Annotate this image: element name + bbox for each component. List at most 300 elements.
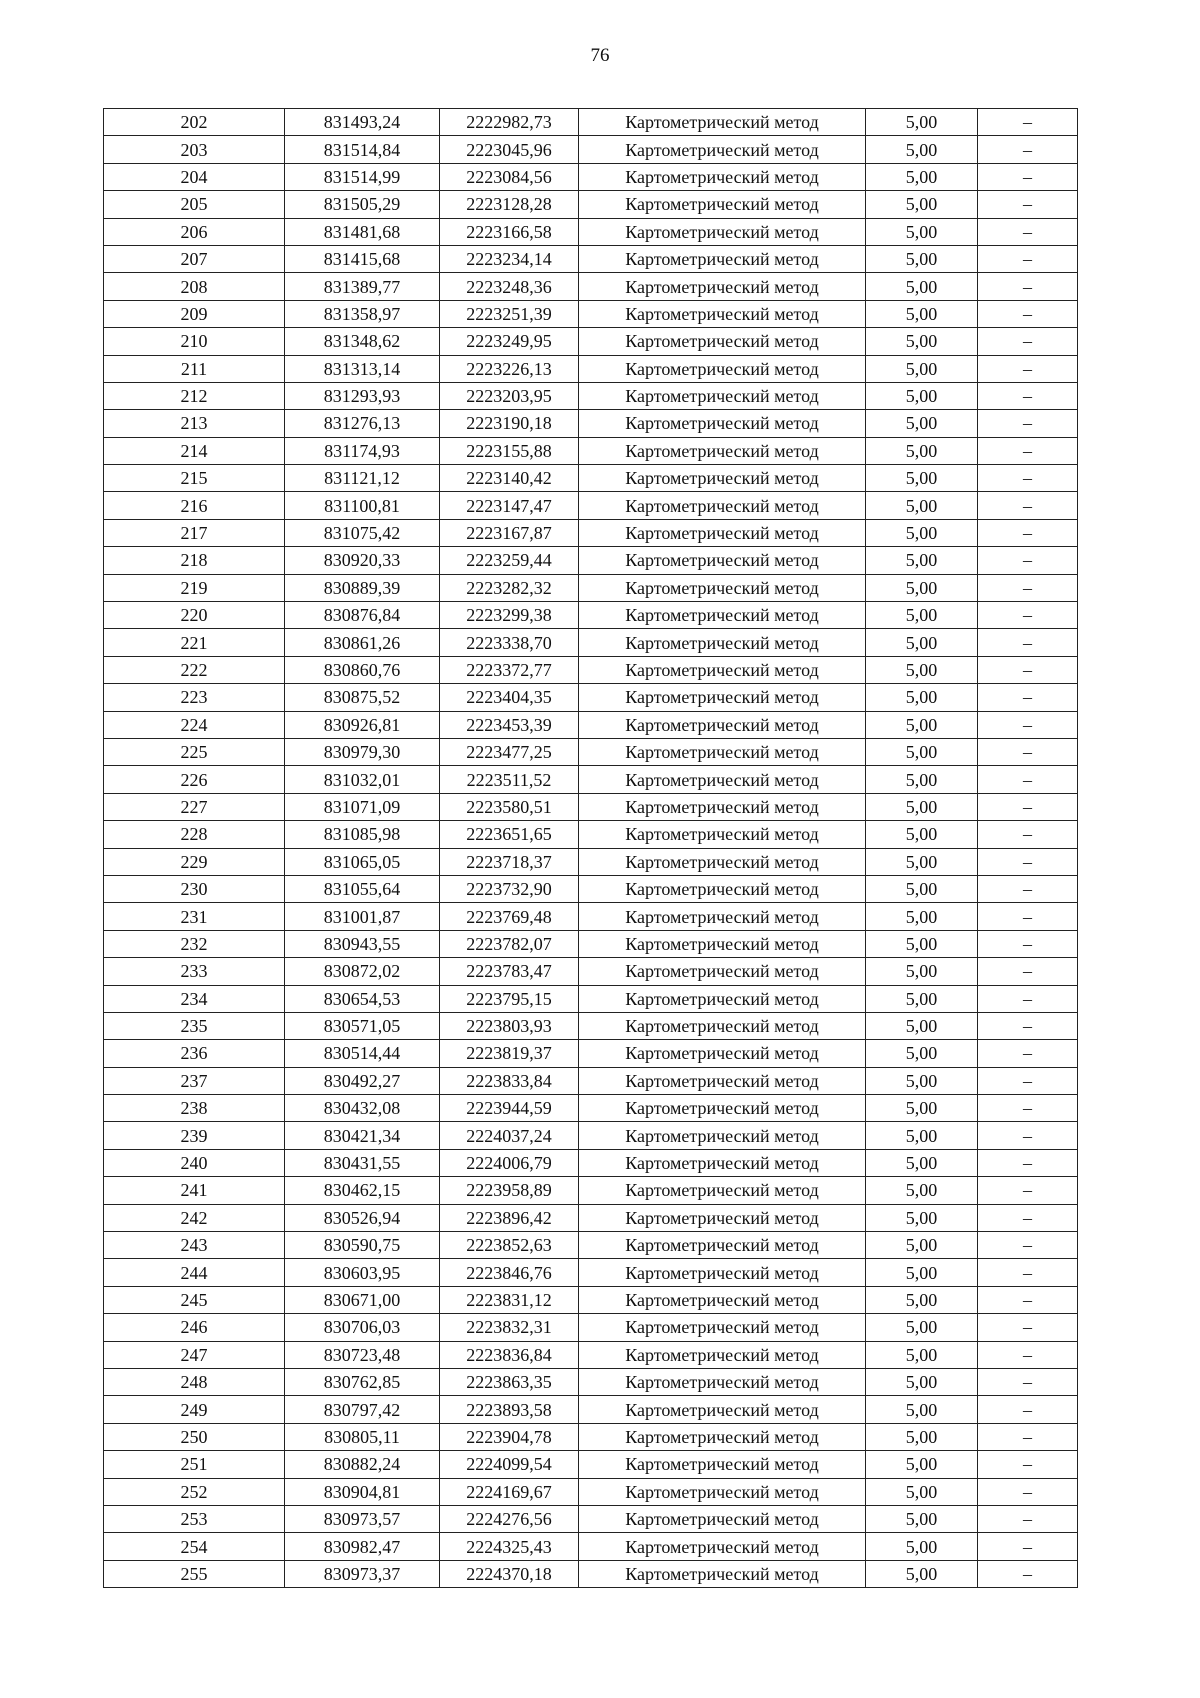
note-cell: – [978,738,1078,765]
accuracy-cell: 5,00 [866,492,978,519]
note-cell: – [978,602,1078,629]
table-row [104,410,1078,437]
y-coordinate-cell: 2223836,84 [440,1341,579,1368]
x-coordinate-cell: 831293,93 [285,382,440,409]
y-coordinate-cell: 2223651,65 [440,821,579,848]
method-cell: Картометрический метод [579,602,866,629]
table-row [104,985,1078,1012]
note-cell: – [978,1286,1078,1313]
page-number: 76 [590,45,610,66]
accuracy-cell: 5,00 [866,1259,978,1286]
method-cell: Картометрический метод [579,1149,866,1176]
method-cell: Картометрический метод [579,793,866,820]
y-coordinate-cell: 2224037,24 [440,1122,579,1149]
accuracy-cell: 5,00 [866,684,978,711]
y-coordinate-cell: 2223893,58 [440,1396,579,1423]
x-coordinate-cell: 831493,24 [285,109,440,136]
note-cell: – [978,1067,1078,1094]
note-cell: – [978,410,1078,437]
method-cell: Картометрический метод [579,930,866,957]
note-cell: – [978,1505,1078,1532]
y-coordinate-cell: 2224276,56 [440,1505,579,1532]
method-cell: Картометрический метод [579,1012,866,1039]
x-coordinate-cell: 830762,85 [285,1368,440,1395]
note-cell: – [978,1560,1078,1587]
method-cell: Картометрический метод [579,1204,866,1231]
accuracy-cell: 5,00 [866,958,978,985]
y-coordinate-cell: 2223248,36 [440,273,579,300]
method-cell: Картометрический метод [579,1396,866,1423]
y-coordinate-cell: 2223896,42 [440,1204,579,1231]
method-cell: Картометрический метод [579,1122,866,1149]
table-row [104,711,1078,738]
point-number-cell: 216 [104,492,285,519]
method-cell: Картометрический метод [579,1177,866,1204]
point-number-cell: 239 [104,1122,285,1149]
y-coordinate-cell: 2223904,78 [440,1423,579,1450]
accuracy-cell: 5,00 [866,218,978,245]
note-cell: – [978,273,1078,300]
x-coordinate-cell: 830861,26 [285,629,440,656]
x-coordinate-cell: 831174,93 [285,437,440,464]
note-cell: – [978,848,1078,875]
note-cell: – [978,355,1078,382]
method-cell: Картометрический метод [579,273,866,300]
method-cell: Картометрический метод [579,711,866,738]
x-coordinate-cell: 831065,05 [285,848,440,875]
method-cell: Картометрический метод [579,1368,866,1395]
note-cell: – [978,1533,1078,1560]
table-row [104,738,1078,765]
table-row [104,519,1078,546]
x-coordinate-cell: 830875,52 [285,684,440,711]
method-cell: Картометрический метод [579,437,866,464]
x-coordinate-cell: 830462,15 [285,1177,440,1204]
y-coordinate-cell: 2223167,87 [440,519,579,546]
table-row [104,1560,1078,1587]
method-cell: Картометрический метод [579,492,866,519]
point-number-cell: 207 [104,245,285,272]
accuracy-cell: 5,00 [866,930,978,957]
method-cell: Картометрический метод [579,1560,866,1587]
y-coordinate-cell: 2222982,73 [440,109,579,136]
note-cell: – [978,903,1078,930]
method-cell: Картометрический метод [579,519,866,546]
table-row [104,1533,1078,1560]
method-cell: Картометрический метод [579,382,866,409]
x-coordinate-cell: 830876,84 [285,602,440,629]
x-coordinate-cell: 830431,55 [285,1149,440,1176]
y-coordinate-cell: 2223299,38 [440,602,579,629]
method-cell: Картометрический метод [579,903,866,930]
note-cell: – [978,109,1078,136]
accuracy-cell: 5,00 [866,602,978,629]
y-coordinate-cell: 2223819,37 [440,1040,579,1067]
note-cell: – [978,465,1078,492]
table-row [104,465,1078,492]
x-coordinate-cell: 830706,03 [285,1314,440,1341]
note-cell: – [978,300,1078,327]
accuracy-cell: 5,00 [866,1505,978,1532]
x-coordinate-cell: 830571,05 [285,1012,440,1039]
point-number-cell: 217 [104,519,285,546]
note-cell: – [978,1341,1078,1368]
y-coordinate-cell: 2223155,88 [440,437,579,464]
table-row [104,848,1078,875]
method-cell: Картометрический метод [579,163,866,190]
accuracy-cell: 5,00 [866,1560,978,1587]
accuracy-cell: 5,00 [866,547,978,574]
point-number-cell: 235 [104,1012,285,1039]
table-row [104,1314,1078,1341]
point-number-cell: 254 [104,1533,285,1560]
table-row [104,958,1078,985]
x-coordinate-cell: 830723,48 [285,1341,440,1368]
table-row [104,766,1078,793]
method-cell: Картометрический метод [579,1259,866,1286]
table-row [104,1423,1078,1450]
point-number-cell: 238 [104,1095,285,1122]
y-coordinate-cell: 2223732,90 [440,875,579,902]
point-number-cell: 226 [104,766,285,793]
note-cell: – [978,1368,1078,1395]
note-cell: – [978,1423,1078,1450]
point-number-cell: 234 [104,985,285,1012]
table-row [104,163,1078,190]
point-number-cell: 245 [104,1286,285,1313]
method-cell: Картометрический метод [579,1505,866,1532]
point-number-cell: 232 [104,930,285,957]
note-cell: – [978,519,1078,546]
table-row [104,245,1078,272]
method-cell: Картометрический метод [579,574,866,601]
table-row [104,355,1078,382]
table-row [104,300,1078,327]
x-coordinate-cell: 830982,47 [285,1533,440,1560]
accuracy-cell: 5,00 [866,163,978,190]
point-number-cell: 230 [104,875,285,902]
x-coordinate-cell: 831389,77 [285,273,440,300]
note-cell: – [978,958,1078,985]
method-cell: Картометрический метод [579,300,866,327]
point-number-cell: 241 [104,1177,285,1204]
x-coordinate-cell: 830797,42 [285,1396,440,1423]
point-number-cell: 255 [104,1560,285,1587]
y-coordinate-cell: 2223831,12 [440,1286,579,1313]
method-cell: Картометрический метод [579,1095,866,1122]
x-coordinate-cell: 830973,37 [285,1560,440,1587]
note-cell: – [978,1177,1078,1204]
x-coordinate-cell: 831514,99 [285,163,440,190]
accuracy-cell: 5,00 [866,519,978,546]
point-number-cell: 233 [104,958,285,985]
point-number-cell: 242 [104,1204,285,1231]
accuracy-cell: 5,00 [866,574,978,601]
note-cell: – [978,711,1078,738]
table-row [104,1396,1078,1423]
x-coordinate-cell: 830492,27 [285,1067,440,1094]
method-cell: Картометрический метод [579,875,866,902]
y-coordinate-cell: 2224169,67 [440,1478,579,1505]
y-coordinate-cell: 2223166,58 [440,218,579,245]
y-coordinate-cell: 2223128,28 [440,191,579,218]
accuracy-cell: 5,00 [866,738,978,765]
note-cell: – [978,328,1078,355]
x-coordinate-cell: 831032,01 [285,766,440,793]
y-coordinate-cell: 2223045,96 [440,136,579,163]
table-row [104,191,1078,218]
accuracy-cell: 5,00 [866,875,978,902]
point-number-cell: 244 [104,1259,285,1286]
x-coordinate-cell: 830514,44 [285,1040,440,1067]
note-cell: – [978,1232,1078,1259]
point-number-cell: 215 [104,465,285,492]
accuracy-cell: 5,00 [866,1177,978,1204]
accuracy-cell: 5,00 [866,903,978,930]
table-row [104,1368,1078,1395]
table-row [104,136,1078,163]
table-row [104,1259,1078,1286]
point-number-cell: 213 [104,410,285,437]
method-cell: Картометрический метод [579,656,866,683]
y-coordinate-cell: 2223783,47 [440,958,579,985]
x-coordinate-cell: 831055,64 [285,875,440,902]
table-row [104,218,1078,245]
y-coordinate-cell: 2223795,15 [440,985,579,1012]
table-row [104,875,1078,902]
y-coordinate-cell: 2223251,39 [440,300,579,327]
note-cell: – [978,1204,1078,1231]
note-cell: – [978,1396,1078,1423]
note-cell: – [978,821,1078,848]
point-number-cell: 224 [104,711,285,738]
table-row [104,1122,1078,1149]
accuracy-cell: 5,00 [866,1451,978,1478]
point-number-cell: 228 [104,821,285,848]
accuracy-cell: 5,00 [866,328,978,355]
method-cell: Картометрический метод [579,766,866,793]
method-cell: Картометрический метод [579,410,866,437]
x-coordinate-cell: 831001,87 [285,903,440,930]
accuracy-cell: 5,00 [866,821,978,848]
note-cell: – [978,875,1078,902]
y-coordinate-cell: 2223477,25 [440,738,579,765]
method-cell: Картометрический метод [579,136,866,163]
accuracy-cell: 5,00 [866,766,978,793]
table-row [104,1232,1078,1259]
point-number-cell: 203 [104,136,285,163]
accuracy-cell: 5,00 [866,848,978,875]
x-coordinate-cell: 830872,02 [285,958,440,985]
table-row [104,903,1078,930]
note-cell: – [978,1314,1078,1341]
accuracy-cell: 5,00 [866,136,978,163]
x-coordinate-cell: 830590,75 [285,1232,440,1259]
point-number-cell: 237 [104,1067,285,1094]
point-number-cell: 209 [104,300,285,327]
table-body [104,109,1078,1588]
y-coordinate-cell: 2223372,77 [440,656,579,683]
accuracy-cell: 5,00 [866,711,978,738]
note-cell: – [978,1040,1078,1067]
point-number-cell: 243 [104,1232,285,1259]
point-number-cell: 252 [104,1478,285,1505]
y-coordinate-cell: 2223863,35 [440,1368,579,1395]
table-row [104,1149,1078,1176]
x-coordinate-cell: 830432,08 [285,1095,440,1122]
note-cell: – [978,656,1078,683]
method-cell: Картометрический метод [579,629,866,656]
x-coordinate-cell: 830889,39 [285,574,440,601]
method-cell: Картометрический метод [579,109,866,136]
note-cell: – [978,382,1078,409]
y-coordinate-cell: 2223338,70 [440,629,579,656]
note-cell: – [978,1095,1078,1122]
accuracy-cell: 5,00 [866,1012,978,1039]
point-number-cell: 206 [104,218,285,245]
accuracy-cell: 5,00 [866,410,978,437]
x-coordinate-cell: 831071,09 [285,793,440,820]
table-row [104,1505,1078,1532]
method-cell: Картометрический метод [579,1314,866,1341]
table-row [104,1341,1078,1368]
table-row [104,109,1078,136]
y-coordinate-cell: 2223511,52 [440,766,579,793]
point-number-cell: 240 [104,1149,285,1176]
y-coordinate-cell: 2223832,31 [440,1314,579,1341]
method-cell: Картометрический метод [579,1423,866,1450]
x-coordinate-cell: 830860,76 [285,656,440,683]
accuracy-cell: 5,00 [866,1341,978,1368]
x-coordinate-cell: 831505,29 [285,191,440,218]
method-cell: Картометрический метод [579,1341,866,1368]
table-row [104,1040,1078,1067]
method-cell: Картометрический метод [579,848,866,875]
y-coordinate-cell: 2223580,51 [440,793,579,820]
point-number-cell: 202 [104,109,285,136]
point-number-cell: 236 [104,1040,285,1067]
method-cell: Картометрический метод [579,218,866,245]
point-number-cell: 221 [104,629,285,656]
note-cell: – [978,985,1078,1012]
x-coordinate-cell: 831100,81 [285,492,440,519]
accuracy-cell: 5,00 [866,1149,978,1176]
point-number-cell: 247 [104,1341,285,1368]
y-coordinate-cell: 2223769,48 [440,903,579,930]
y-coordinate-cell: 2223718,37 [440,848,579,875]
table-row [104,492,1078,519]
point-number-cell: 210 [104,328,285,355]
x-coordinate-cell: 831276,13 [285,410,440,437]
table-row [104,684,1078,711]
y-coordinate-cell: 2223852,63 [440,1232,579,1259]
y-coordinate-cell: 2223958,89 [440,1177,579,1204]
accuracy-cell: 5,00 [866,1423,978,1450]
method-cell: Картометрический метод [579,738,866,765]
note-cell: – [978,766,1078,793]
method-cell: Картометрический метод [579,1040,866,1067]
x-coordinate-cell: 830943,55 [285,930,440,957]
note-cell: – [978,1122,1078,1149]
accuracy-cell: 5,00 [866,1478,978,1505]
x-coordinate-cell: 830654,53 [285,985,440,1012]
accuracy-cell: 5,00 [866,382,978,409]
method-cell: Картометрический метод [579,191,866,218]
accuracy-cell: 5,00 [866,1314,978,1341]
y-coordinate-cell: 2223846,76 [440,1259,579,1286]
x-coordinate-cell: 831514,84 [285,136,440,163]
method-cell: Картометрический метод [579,1232,866,1259]
accuracy-cell: 5,00 [866,985,978,1012]
note-cell: – [978,245,1078,272]
accuracy-cell: 5,00 [866,1232,978,1259]
point-number-cell: 205 [104,191,285,218]
note-cell: – [978,574,1078,601]
x-coordinate-cell: 830920,33 [285,547,440,574]
note-cell: – [978,793,1078,820]
method-cell: Картометрический метод [579,1478,866,1505]
table-row [104,629,1078,656]
method-cell: Картометрический метод [579,1286,866,1313]
point-number-cell: 251 [104,1451,285,1478]
accuracy-cell: 5,00 [866,273,978,300]
table-row [104,1067,1078,1094]
accuracy-cell: 5,00 [866,793,978,820]
table-row [104,930,1078,957]
note-cell: – [978,1149,1078,1176]
x-coordinate-cell: 831348,62 [285,328,440,355]
note-cell: – [978,191,1078,218]
x-coordinate-cell: 831075,42 [285,519,440,546]
method-cell: Картометрический метод [579,821,866,848]
point-number-cell: 229 [104,848,285,875]
x-coordinate-cell: 830671,00 [285,1286,440,1313]
point-number-cell: 253 [104,1505,285,1532]
note-cell: – [978,1259,1078,1286]
point-number-cell: 249 [104,1396,285,1423]
accuracy-cell: 5,00 [866,300,978,327]
note-cell: – [978,492,1078,519]
y-coordinate-cell: 2223282,32 [440,574,579,601]
accuracy-cell: 5,00 [866,1533,978,1560]
table-row [104,328,1078,355]
x-coordinate-cell: 830421,34 [285,1122,440,1149]
y-coordinate-cell: 2223833,84 [440,1067,579,1094]
x-coordinate-cell: 831415,68 [285,245,440,272]
y-coordinate-cell: 2223944,59 [440,1095,579,1122]
point-number-cell: 214 [104,437,285,464]
table-row [104,1204,1078,1231]
y-coordinate-cell: 2223190,18 [440,410,579,437]
point-number-cell: 212 [104,382,285,409]
y-coordinate-cell: 2223140,42 [440,465,579,492]
note-cell: – [978,136,1078,163]
x-coordinate-cell: 830882,24 [285,1451,440,1478]
accuracy-cell: 5,00 [866,109,978,136]
accuracy-cell: 5,00 [866,1286,978,1313]
table-row [104,382,1078,409]
accuracy-cell: 5,00 [866,1204,978,1231]
y-coordinate-cell: 2223226,13 [440,355,579,382]
accuracy-cell: 5,00 [866,629,978,656]
accuracy-cell: 5,00 [866,1368,978,1395]
note-cell: – [978,163,1078,190]
method-cell: Картометрический метод [579,547,866,574]
table-row [104,1095,1078,1122]
x-coordinate-cell: 831085,98 [285,821,440,848]
point-number-cell: 218 [104,547,285,574]
point-number-cell: 211 [104,355,285,382]
